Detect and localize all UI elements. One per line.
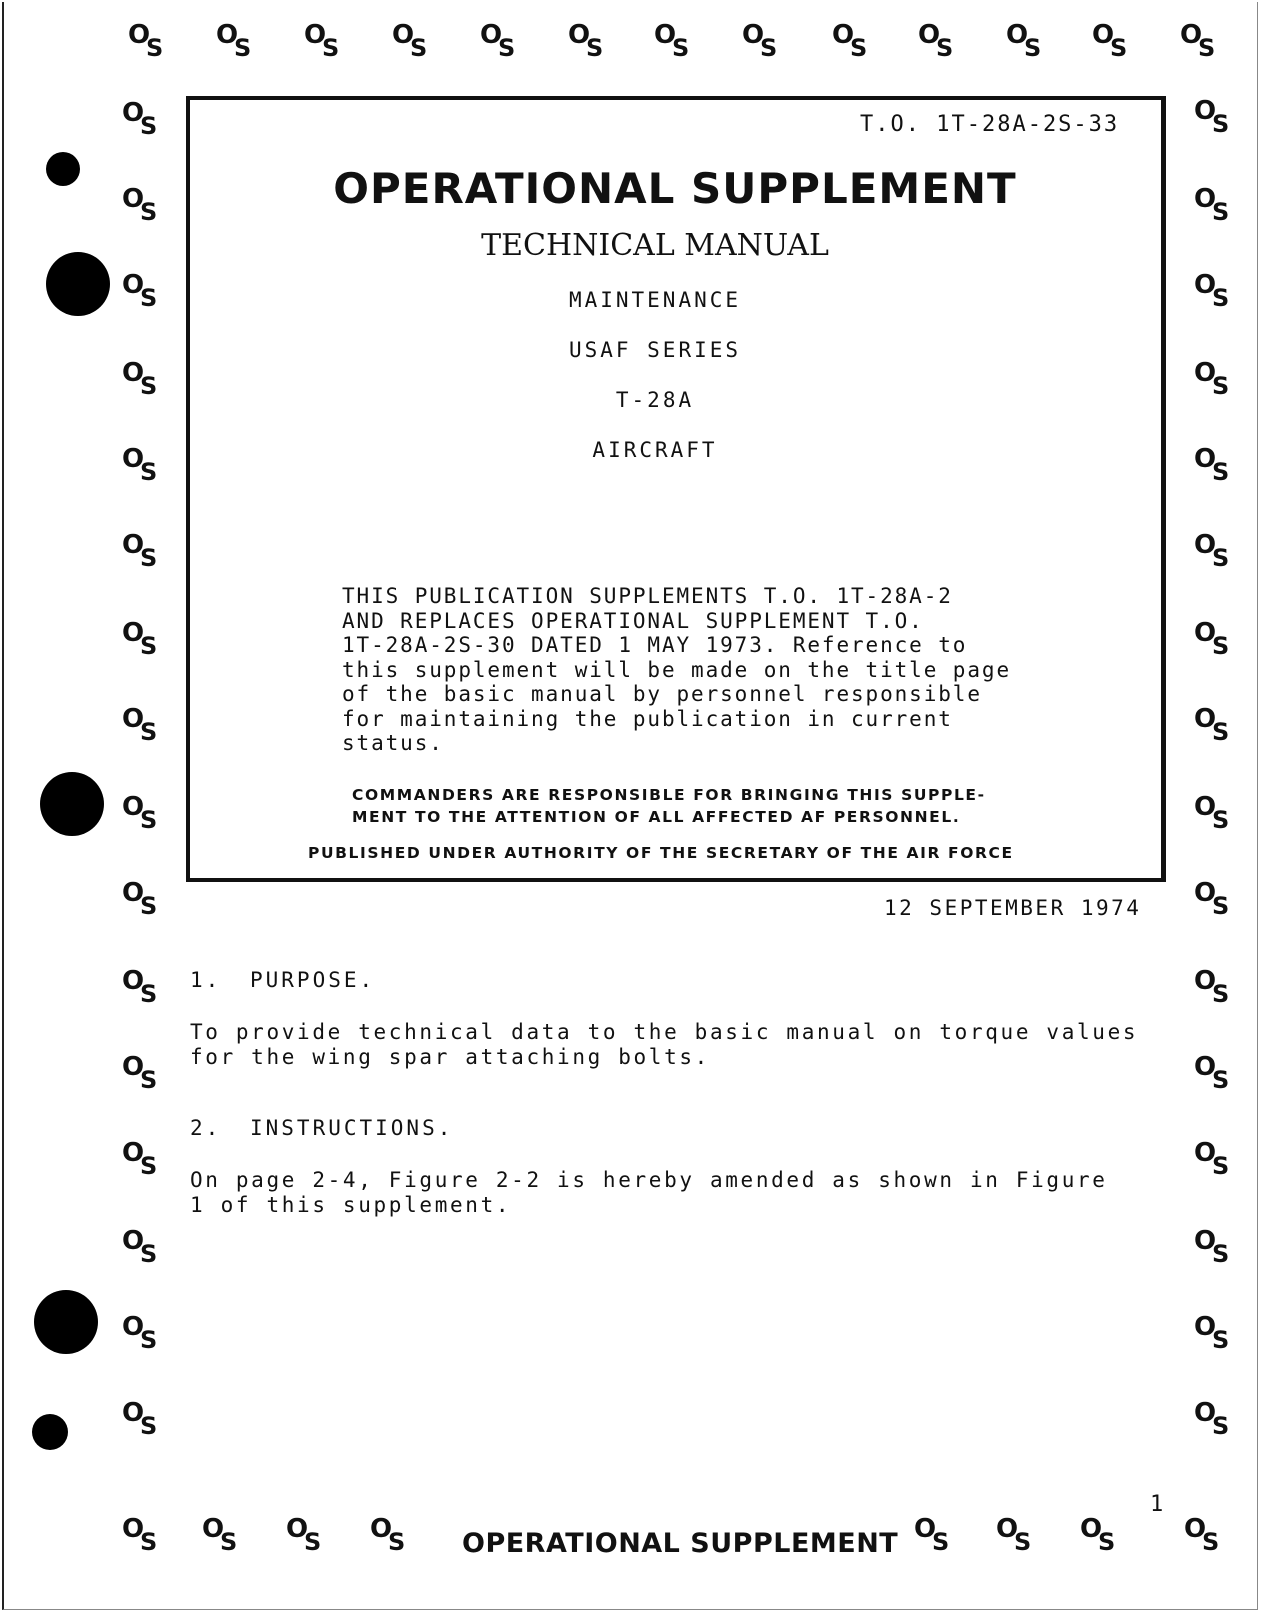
os-mark: O S [1194, 270, 1230, 312]
os-mark: O S [202, 1514, 238, 1556]
os-mark: O S [1194, 878, 1230, 920]
os-mark: O S [1194, 966, 1230, 1008]
os-mark: O S [1194, 530, 1230, 572]
os-mark: O S [128, 20, 164, 62]
os-mark: O S [122, 1226, 158, 1268]
os-mark: O S [1194, 96, 1230, 138]
os-mark: O S [568, 20, 604, 62]
supplement-notice: THIS PUBLICATION SUPPLEMENTS T.O. 1T-28A-2 AND REPLACES OPERATIONAL SUPPLEMENT T.O. 1T-28A-2S-30 DATED 1 MAY 1973. Reference to this supplement will be made on the title page of the basic manual by personnel responsible for maintaining the publication in current status. [342, 584, 1011, 755]
page-number: 1 [1150, 1492, 1164, 1517]
authority-statement: PUBLISHED UNDER AUTHORITY OF THE SECRETARY OF THE AIR FORCE [308, 844, 1014, 862]
os-mark: O S [122, 530, 158, 572]
os-mark: O S [1194, 444, 1230, 486]
title-line-model: T-28A [615, 388, 695, 412]
os-mark: O S [122, 1514, 158, 1556]
to-number: T.O. 1T-28A-2S-33 [860, 112, 1120, 137]
os-mark: O S [1180, 20, 1216, 62]
binder-hole [34, 1290, 98, 1354]
os-mark: O S [122, 98, 158, 140]
os-mark: O S [370, 1514, 406, 1556]
os-mark: O S [1194, 792, 1230, 834]
os-mark: O S [122, 792, 158, 834]
title-block-frame [186, 96, 1166, 882]
os-mark: O S [286, 1514, 322, 1556]
title-line-series: USAF SERIES [568, 338, 742, 362]
os-mark: O S [122, 878, 158, 920]
os-mark: O S [1006, 20, 1042, 62]
os-mark: O S [996, 1514, 1032, 1556]
document-title: OPERATIONAL SUPPLEMENT [333, 164, 1017, 213]
os-mark: O S [122, 1138, 158, 1180]
os-mark: O S [1194, 1052, 1230, 1094]
os-mark: O S [122, 270, 158, 312]
os-mark: O S [1194, 358, 1230, 400]
section-number: 1. [190, 968, 222, 992]
os-mark: O S [1194, 704, 1230, 746]
os-mark: O S [1184, 1514, 1220, 1556]
os-mark: O S [832, 20, 868, 62]
os-mark: O S [122, 618, 158, 660]
os-mark: O S [1194, 618, 1230, 660]
section-heading-purpose: PURPOSE. [250, 968, 376, 992]
os-mark: O S [216, 20, 252, 62]
title-line-aircraft: AIRCRAFT [592, 438, 718, 462]
section-heading-instructions: INSTRUCTIONS. [250, 1116, 454, 1140]
os-mark: O S [392, 20, 428, 62]
publication-date: 12 SEPTEMBER 1974 [884, 896, 1142, 920]
os-mark: O S [1092, 20, 1128, 62]
binder-hole [40, 772, 104, 836]
os-mark: O S [304, 20, 340, 62]
os-mark: O S [1080, 1514, 1116, 1556]
os-mark: O S [1194, 1312, 1230, 1354]
section-number: 2. [190, 1116, 222, 1140]
section-text-instructions: On page 2-4, Figure 2-2 is hereby amended as shown in Figure 1 of this supplement. [190, 1168, 1108, 1217]
binder-hole [32, 1414, 68, 1450]
os-mark: O S [742, 20, 778, 62]
os-mark: O S [1194, 1138, 1230, 1180]
footer-title: OPERATIONAL SUPPLEMENT [462, 1528, 899, 1559]
os-mark: O S [1194, 184, 1230, 226]
os-mark: O S [1194, 1226, 1230, 1268]
os-mark: O S [914, 1514, 950, 1556]
os-mark: O S [122, 358, 158, 400]
os-mark: O S [122, 966, 158, 1008]
document-subtitle: TECHNICAL MANUAL [481, 228, 829, 263]
os-mark: O S [122, 444, 158, 486]
os-mark: O S [122, 1312, 158, 1354]
os-mark: O S [480, 20, 516, 62]
commanders-notice: COMMANDERS ARE RESPONSIBLE FOR BRINGING THIS SUPPLE- MENT TO THE ATTENTION OF ALL AFFECTED AF PERSONNEL. [352, 786, 986, 826]
os-mark: O S [122, 1052, 158, 1094]
os-mark: O S [654, 20, 690, 62]
title-line-maintenance: MAINTENANCE [568, 288, 742, 312]
os-mark: O S [918, 20, 954, 62]
os-mark: O S [1194, 1398, 1230, 1440]
os-mark: O S [122, 704, 158, 746]
section-text-purpose: To provide technical data to the basic manual on torque values for the wing spar attaching bolts. [190, 1020, 1139, 1069]
os-mark: O S [122, 1398, 158, 1440]
os-mark: O S [122, 184, 158, 226]
